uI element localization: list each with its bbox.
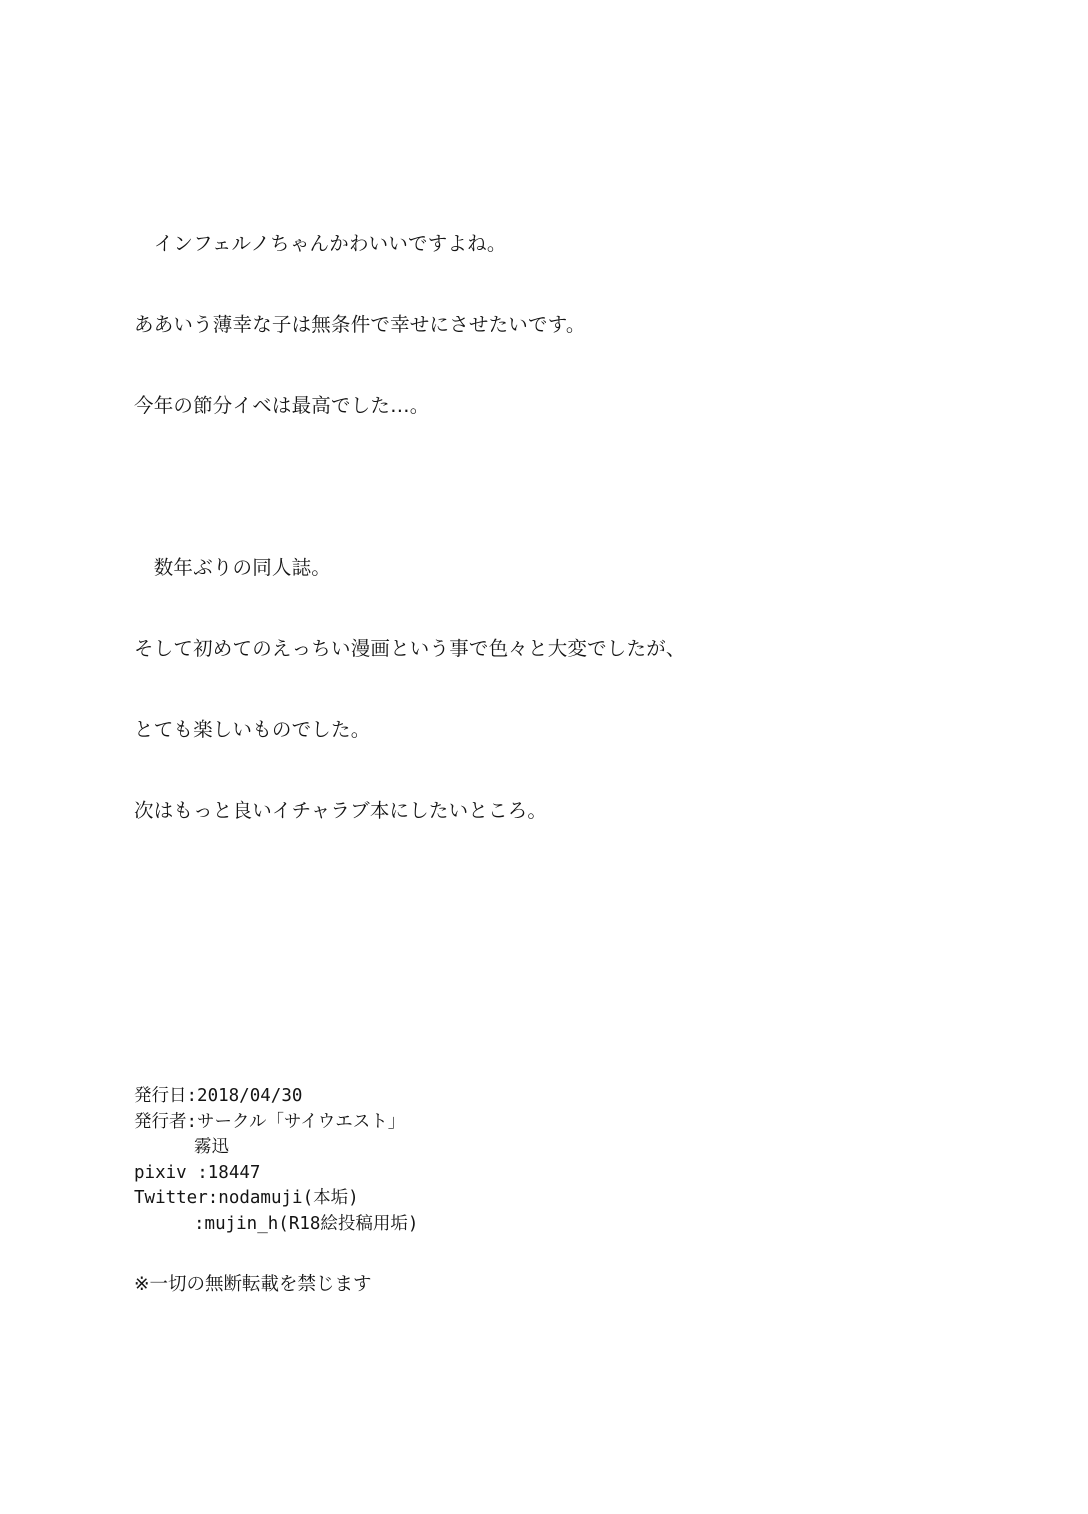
afterword-section — [134, 176, 954, 878]
colophon-author: 霧迅 — [194, 1137, 229, 1157]
afterword-line: 今年の節分イベは最高でした…。 — [134, 394, 430, 417]
afterword-paragraph — [134, 176, 954, 473]
colophon-block — [134, 1084, 834, 1237]
afterword-line: ああいう薄幸な子は無条件で幸せにさせたいです。 — [134, 313, 586, 336]
colophon-twitter-alt: :mujin_h(R18絵投稿用垢) — [194, 1213, 419, 1234]
afterword-line: インフェルノちゃんかわいいですよね。 — [134, 232, 507, 255]
afterword-line: 次はもっと良いイチャラブ本にしたいところ。 — [134, 799, 548, 822]
afterword-paragraph — [134, 500, 954, 878]
afterword-line: そして初めてのえっちい漫画という事で色々と大変でしたが、 — [134, 637, 686, 660]
afterword-line: とても楽しいものでした。 — [134, 718, 371, 741]
afterword-line: 数年ぶりの同人誌。 — [134, 556, 332, 579]
reprint-notice: ※一切の無断転載を禁じます — [134, 1274, 372, 1295]
colophon-publisher: 発行者:サークル「サイウエスト」 — [134, 1111, 406, 1132]
colophon-pixiv-id: pixiv :18447 — [134, 1162, 261, 1183]
colophon-publish-date: 発行日:2018/04/30 — [134, 1086, 303, 1106]
colophon-twitter-main: Twitter:nodamuji(本垢) — [134, 1188, 359, 1208]
